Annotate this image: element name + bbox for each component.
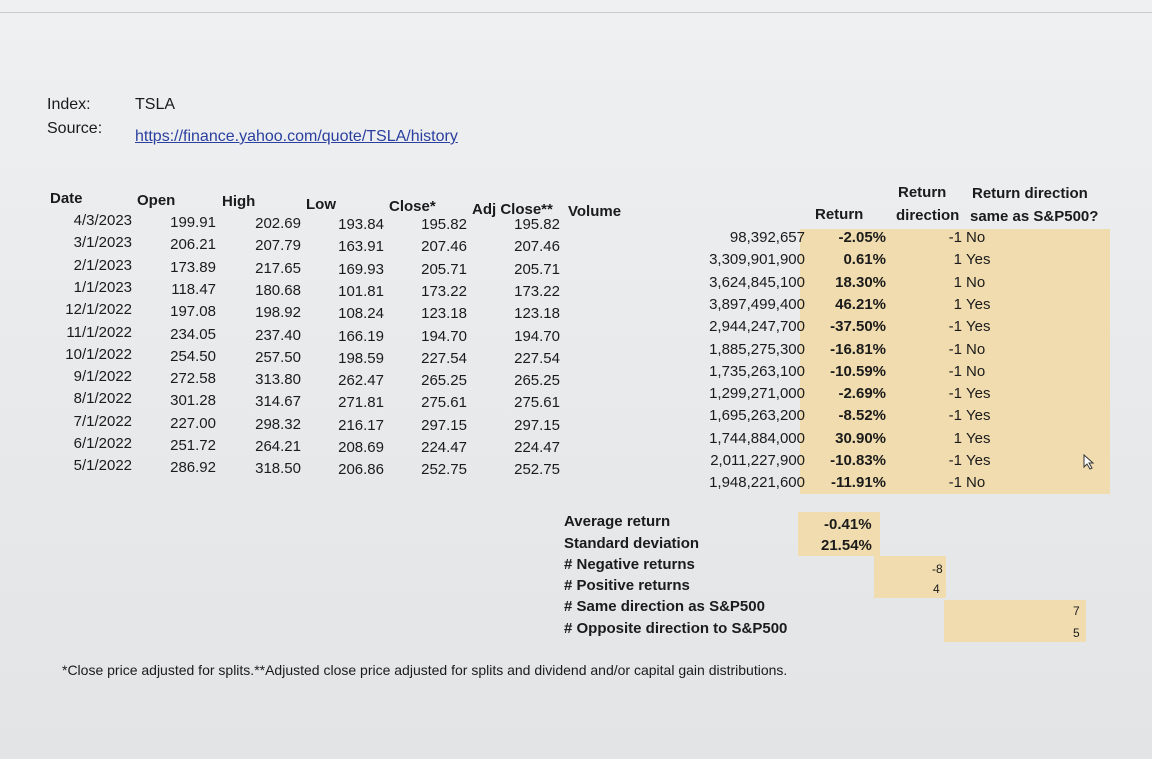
cell-dir: -1 <box>948 385 962 403</box>
cell-high: 318.50 <box>255 460 301 478</box>
cell-volume: 1,744,884,000 <box>709 429 805 447</box>
std-dev-label: Standard deviation <box>564 535 700 552</box>
cell-date: 8/1/2022 <box>73 390 132 408</box>
cell-date: 12/1/2022 <box>65 301 132 319</box>
cell-open: 286.92 <box>170 459 216 477</box>
cell-adj: 173.22 <box>514 282 560 300</box>
cell-open: 199.91 <box>170 214 216 231</box>
mouse-pointer-icon <box>1083 454 1097 470</box>
same-direction-label: # Same direction as S&P500 <box>564 598 765 615</box>
cell-same: Yes <box>966 385 991 403</box>
cell-open: 234.05 <box>170 325 216 343</box>
cell-high: 314.67 <box>255 393 301 411</box>
cell-date: 4/3/2023 <box>73 212 132 229</box>
header-open: Open <box>137 192 176 209</box>
cell-dir: -1 <box>948 229 962 246</box>
cell-ret: 46.21% <box>835 295 886 313</box>
cell-low: 208.69 <box>338 439 384 456</box>
header-adj-close: Adj Close** <box>472 201 553 218</box>
cell-close: 297.15 <box>421 416 467 434</box>
cell-high: 313.80 <box>255 371 301 389</box>
cell-high: 180.68 <box>255 281 301 299</box>
cell-low: 262.47 <box>338 372 384 390</box>
cell-low: 166.19 <box>338 327 384 345</box>
cell-high: 207.79 <box>255 237 301 255</box>
cell-close: 205.71 <box>421 260 467 278</box>
pos-returns-label: # Positive returns <box>564 577 690 594</box>
cell-ret: -11.91% <box>830 474 886 492</box>
cell-close: 227.54 <box>421 349 467 367</box>
cell-dir: 1 <box>953 429 962 447</box>
cell-same: Yes <box>966 295 991 313</box>
top-divider <box>0 12 1152 13</box>
cell-adj: 224.47 <box>514 439 560 456</box>
cell-same: Yes <box>966 318 991 336</box>
cell-high: 217.65 <box>255 259 301 277</box>
cell-date: 6/1/2022 <box>73 435 132 452</box>
cell-adj: 297.15 <box>514 416 560 434</box>
cell-ret: 0.61% <box>843 251 886 269</box>
cell-volume: 1,948,221,600 <box>709 474 805 492</box>
neg-returns-value: -8 <box>932 562 943 576</box>
cell-adj: 275.61 <box>514 394 560 412</box>
index-label: Index: <box>47 96 91 113</box>
cell-open: 173.89 <box>170 258 216 276</box>
cell-high: 257.50 <box>255 348 301 366</box>
cell-low: 163.91 <box>338 238 384 256</box>
cell-high: 264.21 <box>255 438 301 455</box>
avg-return-label: Average return <box>564 513 671 530</box>
direction-count-highlight <box>944 600 1086 642</box>
same-direction-value: 7 <box>1073 604 1080 618</box>
cell-ret: -10.59% <box>830 362 886 380</box>
cell-dir: 1 <box>953 295 962 313</box>
std-dev-value: 21.54% <box>821 537 872 554</box>
cell-close: 207.46 <box>421 238 467 256</box>
opposite-direction-label: # Opposite direction to S&P500 <box>564 620 788 637</box>
header-high: High <box>222 193 256 210</box>
cell-close: 224.47 <box>421 439 467 456</box>
cell-dir: -1 <box>948 474 962 492</box>
cell-ret: -37.50% <box>830 318 886 336</box>
cell-low: 198.59 <box>338 349 384 367</box>
cell-date: 1/1/2023 <box>73 278 132 296</box>
header-return: Return <box>815 206 864 223</box>
cell-close: 123.18 <box>421 305 467 323</box>
cell-close: 252.75 <box>421 461 467 479</box>
cell-same: No <box>966 362 986 380</box>
cell-open: 301.28 <box>170 392 216 410</box>
cell-adj: 194.70 <box>514 327 560 345</box>
cell-open: 272.58 <box>170 370 216 388</box>
cell-open: 227.00 <box>170 414 216 432</box>
cell-high: 198.92 <box>255 304 301 322</box>
cell-ret: -16.81% <box>830 340 886 358</box>
cell-volume: 3,624,845,100 <box>709 273 805 291</box>
cell-adj: 195.82 <box>514 216 560 233</box>
neg-returns-label: # Negative returns <box>564 556 695 573</box>
cell-close: 194.70 <box>421 327 467 345</box>
footnote: *Close price adjusted for splits.**Adjusted close price adjusted for splits and dividend and/or capital gain distributions. <box>62 662 788 678</box>
cell-open: 251.72 <box>170 437 216 454</box>
cell-volume: 3,897,499,400 <box>709 295 805 313</box>
cell-low: 206.86 <box>338 461 384 479</box>
cell-date: 7/1/2022 <box>73 412 132 430</box>
cell-same: Yes <box>966 429 991 447</box>
cell-low: 169.93 <box>338 260 384 278</box>
cell-dir: 1 <box>953 273 962 291</box>
cell-same: No <box>966 340 986 358</box>
cell-adj: 123.18 <box>514 305 560 323</box>
header-same-direction-1: Return direction <box>972 185 1088 202</box>
cell-high: 237.40 <box>255 326 301 344</box>
cell-date: 2/1/2023 <box>73 256 132 274</box>
cell-open: 206.21 <box>170 236 216 254</box>
cell-date: 5/1/2022 <box>73 457 132 475</box>
avg-return-value: -0.41% <box>824 516 872 533</box>
cell-ret: -2.69% <box>838 385 886 403</box>
cell-volume: 2,011,227,900 <box>710 452 805 469</box>
cell-same: No <box>966 229 986 246</box>
cell-dir: -1 <box>948 452 962 469</box>
cell-date: 3/1/2023 <box>73 234 132 252</box>
cell-same: Yes <box>966 452 991 469</box>
cell-close: 275.61 <box>421 394 467 412</box>
cell-open: 197.08 <box>170 303 216 321</box>
cell-high: 298.32 <box>255 415 301 433</box>
cell-dir: -1 <box>948 318 962 336</box>
cell-close: 265.25 <box>421 372 467 390</box>
cell-same: Yes <box>966 251 991 269</box>
cell-volume: 1,735,263,100 <box>709 362 805 380</box>
index-value: TSLA <box>135 96 176 113</box>
cell-low: 101.81 <box>338 282 384 300</box>
cell-ret: -8.52% <box>838 407 886 425</box>
cell-low: 216.17 <box>338 416 384 434</box>
cell-date: 11/1/2022 <box>66 323 132 341</box>
cell-dir: -1 <box>948 362 962 380</box>
cell-adj: 265.25 <box>514 372 560 390</box>
cell-volume: 3,309,901,900 <box>709 251 805 269</box>
cell-open: 118.47 <box>171 280 216 298</box>
header-same-direction-2: same as S&P500? <box>970 208 1099 225</box>
cell-close: 173.22 <box>421 282 467 300</box>
cell-ret: -10.83% <box>830 452 886 469</box>
cell-volume: 1,695,263,200 <box>709 407 805 425</box>
cell-adj: 207.46 <box>514 238 560 256</box>
cell-dir: -1 <box>948 407 962 425</box>
cell-high: 202.69 <box>255 215 301 232</box>
cell-volume: 2,944,247,700 <box>709 318 805 336</box>
source-label: Source: <box>47 120 103 137</box>
cell-adj: 227.54 <box>514 349 560 367</box>
cell-ret: 30.90% <box>835 429 886 447</box>
cell-ret: 18.30% <box>835 273 886 291</box>
cell-low: 271.81 <box>338 394 384 412</box>
header-volume: Volume <box>568 203 622 220</box>
cell-low: 193.84 <box>338 216 384 233</box>
cell-same: No <box>966 273 986 291</box>
cell-close: 195.82 <box>421 216 467 233</box>
cell-dir: 1 <box>953 251 962 269</box>
cell-date: 9/1/2022 <box>73 368 132 386</box>
header-close: Close* <box>389 198 436 215</box>
cell-volume: 1,885,275,300 <box>709 340 805 358</box>
cell-same: No <box>966 474 986 492</box>
header-date: Date <box>50 190 83 207</box>
header-low: Low <box>306 196 336 213</box>
opposite-direction-value: 5 <box>1073 626 1080 640</box>
cell-open: 254.50 <box>170 347 216 365</box>
header-return-direction-2: direction <box>896 207 960 224</box>
cell-volume: 98,392,657 <box>729 229 805 246</box>
cell-adj: 252.75 <box>514 461 560 479</box>
cell-adj: 205.71 <box>514 260 560 278</box>
cell-low: 108.24 <box>338 305 384 323</box>
source-link[interactable]: https://finance.yahoo.com/quote/TSLA/history <box>135 128 458 145</box>
pos-returns-value: 4 <box>933 582 940 596</box>
cell-volume: 1,299,271,000 <box>709 385 805 403</box>
cell-same: Yes <box>966 407 991 425</box>
cell-date: 10/1/2022 <box>65 345 132 363</box>
header-return-direction-1: Return <box>898 184 947 201</box>
cell-dir: -1 <box>948 340 962 358</box>
cell-ret: -2.05% <box>838 229 886 246</box>
